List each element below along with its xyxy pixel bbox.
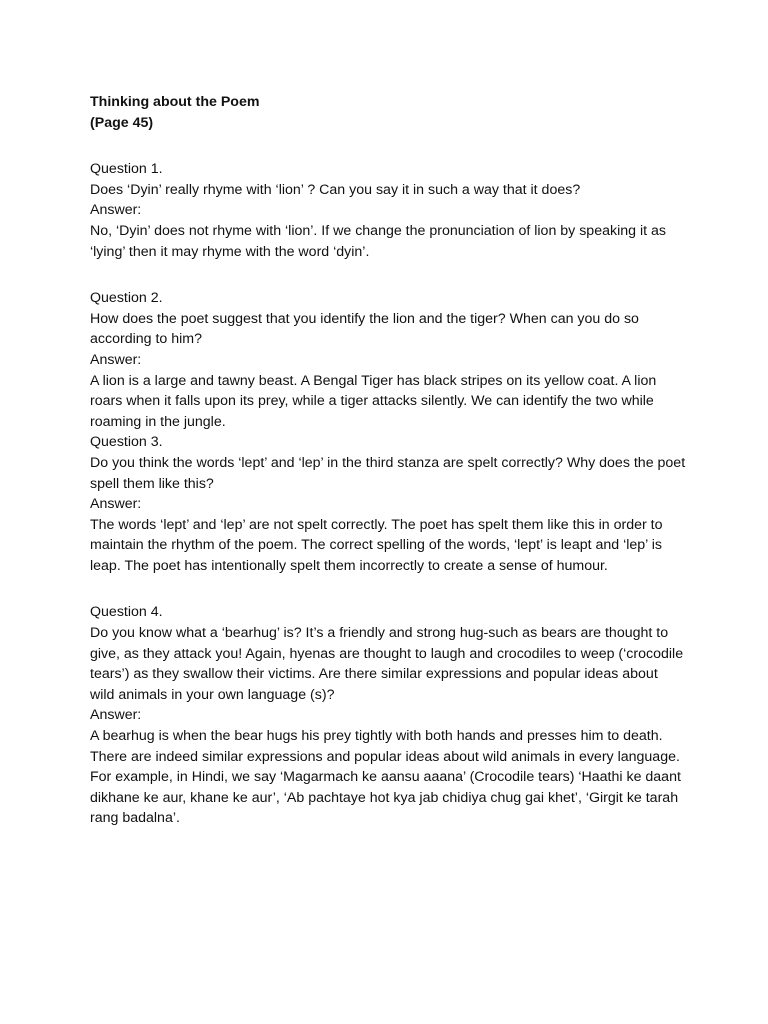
answer-label: Answer: bbox=[90, 351, 142, 368]
answer-text: A lion is a large and tawny beast. A Bengal Tiger has black stripes on its yellow coat. A lion roars when it falls upon its prey, while a tiger attacks silently. We can identify the two while roaming in the jungle. bbox=[90, 372, 661, 430]
answer-label: Answer: bbox=[90, 496, 142, 513]
question-label: Question 2. bbox=[90, 290, 163, 307]
question-block-2 bbox=[90, 288, 686, 432]
answer-text: No, ‘Dyin’ does not rhyme with ‘lion’. If we change the pronunciation of lion by speaking it as ‘lying’ then it may rhyme with the word ‘dyin’. bbox=[90, 222, 670, 260]
answer-label: Answer: bbox=[90, 202, 142, 219]
question-label: Question 4. bbox=[90, 604, 163, 621]
question-text: Does ‘Dyin’ really rhyme with ‘lion’ ? Can you say it in such a way that it does? bbox=[90, 181, 581, 198]
question-label: Question 1. bbox=[90, 161, 163, 178]
question-block-1 bbox=[90, 159, 686, 262]
question-text: Do you know what a ‘bearhug’ is? It’s a friendly and strong hug-such as bears are thought to give, as they attack you! Again, hyenas are thought to laugh and crocodiles to weep (‘crocodile tears’) as they swallow their victims. Are there similar expressions and popular ideas about wild animals in your own language (s)? bbox=[90, 625, 688, 703]
question-text: How does the poet suggest that you identify the lion and the tiger? When can you do so according to him? bbox=[90, 310, 643, 348]
document-page bbox=[90, 92, 690, 829]
spacer bbox=[90, 576, 686, 602]
answer-text: The words ‘lept’ and ‘lep’ are not spelt correctly. The poet has spelt them like this in order to maintain the rhythm of the poem. The correct spelling of the words, ‘lept’ is leapt and ‘lep’ is leap. The poet has intentionally spelt them incorrectly to create a sense of humour. bbox=[90, 516, 667, 574]
question-label: Question 3. bbox=[90, 434, 163, 451]
answer-label: Answer: bbox=[90, 707, 142, 724]
question-block-3 bbox=[90, 432, 690, 576]
spacer bbox=[90, 262, 686, 288]
question-block-4 bbox=[90, 602, 686, 829]
spacer bbox=[90, 133, 686, 159]
section-title: Thinking about the Poem bbox=[90, 94, 260, 110]
question-text: Do you think the words ‘lept’ and ‘lep’ in the third stanza are spelt correctly? Why does the poet spell them like this? bbox=[90, 454, 690, 492]
answer-text: A bearhug is when the bear hugs his prey tightly with both hands and presses him to death. bbox=[90, 728, 663, 745]
answer-text: There are indeed similar expressions and popular ideas about wild animals in every language. For example, in Hindi, we say ‘Magarmach ke aansu aaana’ (Crocodile tears) ‘Haathi ke daant dikhane ke aur, khane ke aur’, ‘Ab pachtaye hot kya jab chidiya chug gai khet’, ‘Girgit ke tarah rang badalna’. bbox=[90, 748, 685, 827]
page-reference: (Page 45) bbox=[90, 114, 154, 131]
